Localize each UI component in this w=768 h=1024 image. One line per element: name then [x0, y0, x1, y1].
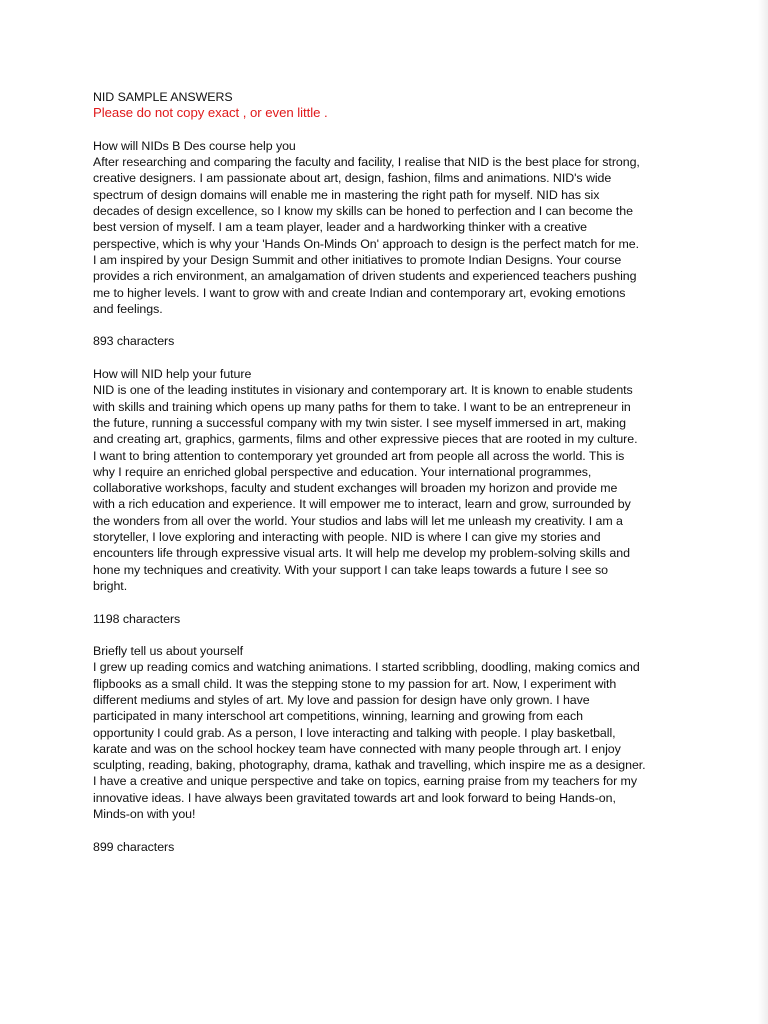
answer-line: hone my techniques and creativity. With your support I can take leaps towards a future I see so [93, 562, 609, 577]
answer-line: decades of design excellence, so I know my skills can be honed to perfection and I can become the [93, 204, 633, 219]
spacer [93, 627, 693, 643]
answer-line: opportunity I could grab. As a person, I love interacting and talking with people. I play basketball, [93, 725, 616, 740]
spacer [93, 350, 693, 366]
answer-line: the wonders from all over the world. Your studios and labs will let me unleash my creativity. I am a [93, 513, 623, 528]
answer-line: best version of myself. I am a team player, leader and a hardworking thinker with a creative [93, 220, 588, 235]
answer-line: with a rich education and experience. It will empower me to interact, learn and grow, surrounded by [93, 497, 631, 512]
answer-line: innovative ideas. I have always been gravitated towards art and look forward to being Hands-on, [93, 790, 616, 805]
answer-line: encounters life through expressive visual arts. It will help me develop my problem-solving skills and [93, 546, 630, 561]
answer-line: and feelings. [93, 301, 163, 316]
page-edge-shadow [758, 0, 768, 1024]
answer-line: I want to bring attention to contemporary yet grounded art from people all across the world. This is [93, 448, 625, 463]
answer-line: the future, running a successful company with my twin sister. I see myself immersed in art, making [93, 415, 626, 430]
spacer [93, 594, 693, 610]
copy-warning: Please do not copy exact , or even little . [93, 105, 328, 121]
answer-line: with skills and training which opens up many paths for them to take. I want to be an entrepreneur in [93, 399, 631, 414]
answer-line: karate and was on the school hockey team have connected with many people through art. I enjoy [93, 741, 621, 756]
answer-line: flipbooks as a small child. It was the stepping stone to my passion for art. Now, I experiment with [93, 676, 617, 691]
answer-line: I grew up reading comics and watching animations. I started scribbling, doodling, making comics and [93, 660, 640, 675]
answer-line: and creating art, graphics, garments, films and other expressive pieces that are rooted in my culture. [93, 432, 638, 447]
answer-line: participated in many interschool art competitions, winning, learning and growing from each [93, 709, 584, 724]
answer-line: collaborative workshops, faculty and student exchanges will broaden my horizon and provide me [93, 481, 618, 496]
answer-line: NID is one of the leading institutes in visionary and contemporary art. It is known to enable students [93, 383, 633, 398]
spacer [93, 317, 693, 333]
spacer [93, 122, 693, 138]
answer-line: creative designers. I am passionate about art, design, fashion, films and animations. NID's wide [93, 171, 612, 186]
character-count: 893 characters [93, 334, 175, 349]
answer-line: After researching and comparing the faculty and facility, I realise that NID is the best place for strong, [93, 155, 640, 170]
question-heading: How will NID help your future [93, 367, 252, 382]
question-heading: Briefly tell us about yourself [93, 644, 244, 659]
document-content [93, 89, 693, 855]
answer-line: sculpting, reading, baking, photography, drama, kathak and travelling, which inspire me as a designer. [93, 758, 646, 773]
answer-line: perspective, which is why your 'Hands On-Minds On' approach to design is the perfect match for me. [93, 236, 639, 251]
answer-line: why I require an enriched global perspective and education. Your international programmes, [93, 464, 592, 479]
answer-line: different mediums and styles of art. My love and passion for design have only grown. I have [93, 692, 590, 707]
answer-line: I am inspired by your Design Summit and other initiatives to promote Indian Designs. Your course [93, 252, 622, 267]
spacer [93, 822, 693, 838]
question-heading: How will NIDs B Des course help you [93, 138, 296, 153]
answer-line: provides a rich environment, an amalgamation of driven students and experienced teachers pushing [93, 269, 637, 284]
answer-line: bright. [93, 578, 128, 593]
character-count: 899 characters [93, 839, 175, 854]
answer-line: spectrum of design domains will enable me in mastering the right path for myself. NID has six [93, 187, 600, 202]
answer-line: I have a creative and unique perspective and take on topics, earning praise from my teachers for my [93, 774, 637, 789]
answer-line: me to higher levels. I want to grow with and create Indian and contemporary art, evoking emotions [93, 285, 626, 300]
answer-line: Minds-on with you! [93, 807, 196, 822]
character-count: 1198 characters [93, 611, 181, 626]
document-heading: NID SAMPLE ANSWERS [93, 90, 233, 104]
answer-line: storyteller, I love exploring and interacting with people. NID is where I can give my stories and [93, 530, 601, 545]
